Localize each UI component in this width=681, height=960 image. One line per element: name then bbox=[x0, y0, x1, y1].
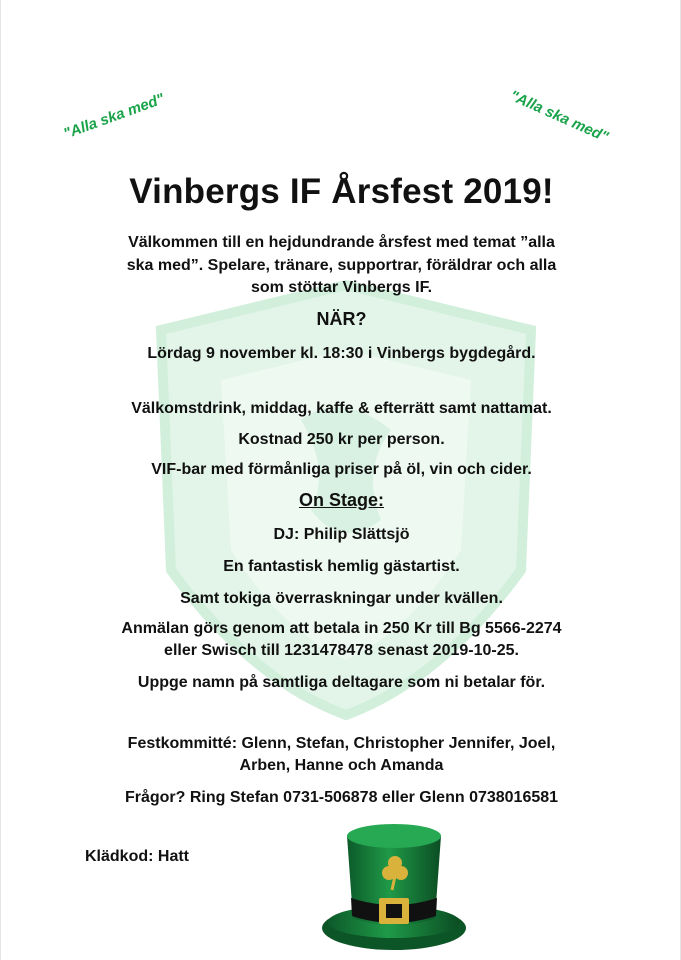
when-heading: NÄR? bbox=[316, 309, 367, 329]
stage-heading: On Stage: bbox=[298, 490, 384, 510]
questions-text: Frågor? Ring Stefan 0731-506878 eller Glenn 0738016581 bbox=[124, 789, 559, 806]
slogan-left: "Alla ska med" bbox=[61, 90, 167, 143]
bar-text: VIF-bar med förmånliga priser på öl, vin och cider. bbox=[151, 461, 532, 478]
cost-text: Kostnad 250 kr per person. bbox=[238, 431, 445, 448]
names-note: Uppge namn på samtliga deltagare som ni betalar för. bbox=[137, 674, 546, 691]
intro-line: som stöttar Vinbergs IF. bbox=[250, 279, 433, 296]
stage-item: Samt tokiga överraskningar under kvällen. bbox=[180, 590, 503, 607]
committee-line: Festkommitté: Glenn, Stefan, Christopher Jennifer, Joel, bbox=[127, 735, 556, 752]
menu-text: Välkomstdrink, middag, kaffe & efterrätt samt nattamat. bbox=[131, 400, 552, 417]
intro-line: ska med”. Spelare, tränare, supportrar, föräldrar och alla bbox=[126, 257, 557, 274]
registration-line: eller Swisch till 1231478478 senast 2019-10-25. bbox=[164, 642, 519, 659]
dress-code: Klädkod: Hatt bbox=[85, 848, 189, 865]
when-text: Lördag 9 november kl. 18:30 i Vinbergs bygdegård. bbox=[147, 345, 536, 362]
intro-line: Välkommen till en hejdundrande årsfest med temat ”alla bbox=[128, 234, 555, 251]
stage-item: DJ: Philip Slättsjö bbox=[273, 526, 410, 543]
event-title: Vinbergs IF Årsfest 2019! bbox=[129, 172, 554, 211]
slogan-right: "Alla ska med" bbox=[507, 87, 611, 146]
stage-item: En fantastisk hemlig gästartist. bbox=[223, 558, 460, 575]
green-hat-icon bbox=[319, 818, 469, 953]
committee-line: Arben, Hanne och Amanda bbox=[239, 757, 444, 774]
registration-line: Anmälan görs genom att betala in 250 Kr till Bg 5566-2274 bbox=[121, 620, 562, 637]
